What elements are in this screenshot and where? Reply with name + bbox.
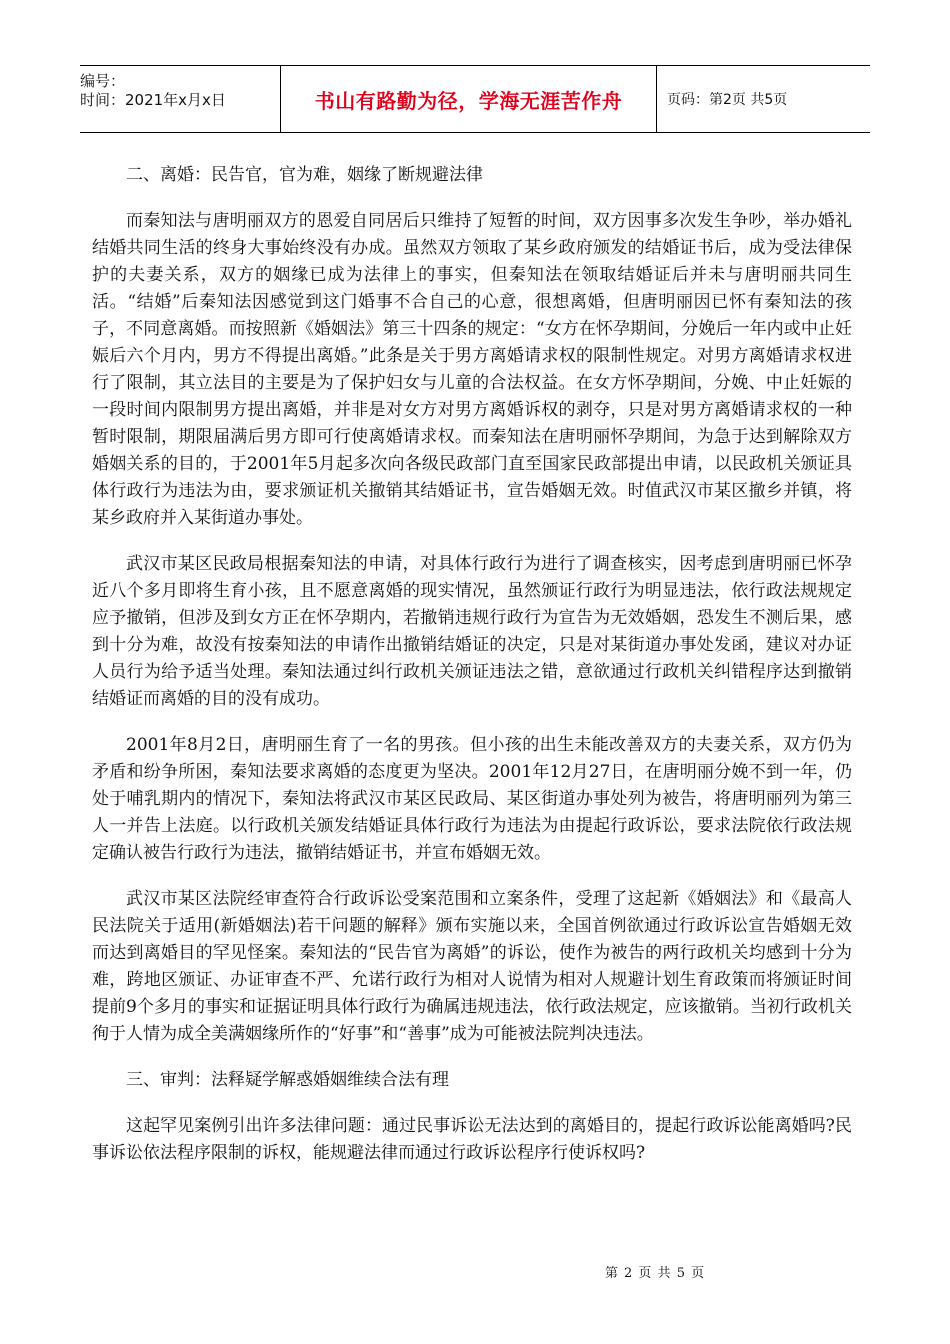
header-meta: [80, 66, 281, 132]
header-page-info: 页码：第2页 共5页: [667, 92, 788, 108]
body-paragraph: 武汉市某区法院经审查符合行政诉讼受案范围和立案条件，受理了这起新《婚姻法》和《最高人民法院关于适用(新婚姻法)若干问题的解释》颁布实施以来，全国首例欲通过行政诉讼宣告婚姻无效而达到离婚目的罕见怪案。秦知法的“民告官为离婚”的诉讼，使作为被告的两行政机关均感到十分为难，跨地区颁证、办证审查不严、允诺行政行为相对人说情为相对人规避计划生育政策而将颁证时间提前9个多月的事实和证据证明具体行政行为确属违规违法，依行政法规定，应该撤销。当初行政机关徇于人情为成全美满姻缘所作的“好事”和“善事”成为可能被法院判决违法。: [92, 889, 852, 1044]
page-footer: 第 2 页 共 5 页: [604, 1266, 706, 1281]
body-paragraph: 2001年8月2日，唐明丽生育了一名的男孩。但小孩的出生未能改善双方的夫妻关系，双方仍为矛盾和纷争所困，秦知法要求离婚的态度更为坚决。2001年12月27日，在唐明丽分娩不到一年，仍处于哺乳期内的情况下，秦知法将武汉市某区民政局、某区街道办事处列为被告，将唐明丽列为第三人一并告上法庭。以行政机关颁发结婚证具体行政行为违法为由提起行政诉讼，要求法院依行政法规定确认被告行政行为违法，撤销结婚证书，并宣布婚姻无效。: [92, 735, 852, 863]
header-motto-cell: [281, 66, 657, 132]
section-heading-divorce: 二、离婚：民告官，官为难，姻缘了断规避法律: [126, 165, 483, 185]
header-motto: 书山有路勤为径，学海无涯苦作舟: [314, 88, 623, 113]
body-paragraph: 这起罕见案例引出许多法律问题：通过民事诉讼无法达到的离婚目的，提起行政诉讼能离婚吗?民事诉讼依法程序限制的诉权，能规避法律而通过行政诉讼程序行使诉权吗?: [92, 1116, 852, 1163]
page-header: [80, 65, 870, 133]
body-paragraph: 而秦知法与唐明丽双方的恩爱自同居后只维持了短暂的时间，双方因事多次发生争吵，举办婚礼结婚共同生活的终身大事始终没有办成。虽然双方领取了某乡政府颁发的结婚证书后，成为受法律保护的夫妻关系，双方的姻缘已成为法律上的事实，但秦知法在领取结婚证后并未与唐明丽共同生活。“结婚”后秦知法因感觉到这门婚事不合自己的心意，很想离婚，但唐明丽因已怀有秦知法的孩子，不同意离婚。而按照新《婚姻法》第三十四条的规定：“女方在怀孕期间，分娩后一年内或中止妊娠后六个月内，男方不得提出离婚。”此条是关于男方离婚请求权的限制性规定。对男方离婚请求权进行了限制，其立法目的主要是为了保护妇女与儿童的合法权益。在女方怀孕期间，分娩、中止妊娠的一段时间内限制男方提出离婚，并非是对女方对男方离婚诉权的剥夺，只是对男方离婚请求权的一种暂时限制，期限届满后男方即可行使离婚请求权。而秦知法在唐明丽怀孕期间，为急于达到解除双方婚姻关系的目的，于2001年5月起多次向各级民政部门直至国家民政部提出申请，以民政机关颁证具体行政行为违法为由，要求颁证机关撤销其结婚证书，宣告婚姻无效。时值武汉市某区撤乡并镇，将某乡政府并入某街道办事处。: [92, 211, 852, 528]
document-number: 编号：: [80, 72, 126, 90]
header-page-info-cell: [657, 66, 870, 132]
document-body: [92, 162, 852, 1186]
document-time: 时间：2021年x月x日: [80, 91, 226, 109]
section-heading-trial: 三、审判：法释疑学解惑婚姻维续合法有理: [126, 1070, 449, 1090]
body-paragraph: 武汉市某区民政局根据秦知法的申请，对具体行政行为进行了调查核实，因考虑到唐明丽已怀孕近八个多月即将生育小孩，且不愿意离婚的现实情况，虽然颁证行政行为明显违法，依行政法规规定应予撤销，但涉及到女方正在怀孕期内，若撤销违规行政行为宣告为无效婚姻，恐发生不测后果，感到十分为难，故没有按秦知法的申请作出撤销结婚证的决定，只是对某街道办事处发函，建议对办证人员行为给予适当处理。秦知法通过纠行政机关颁证违法之错，意欲通过行政机关纠错程序达到撤销结婚证而离婚的目的没有成功。: [92, 554, 852, 709]
